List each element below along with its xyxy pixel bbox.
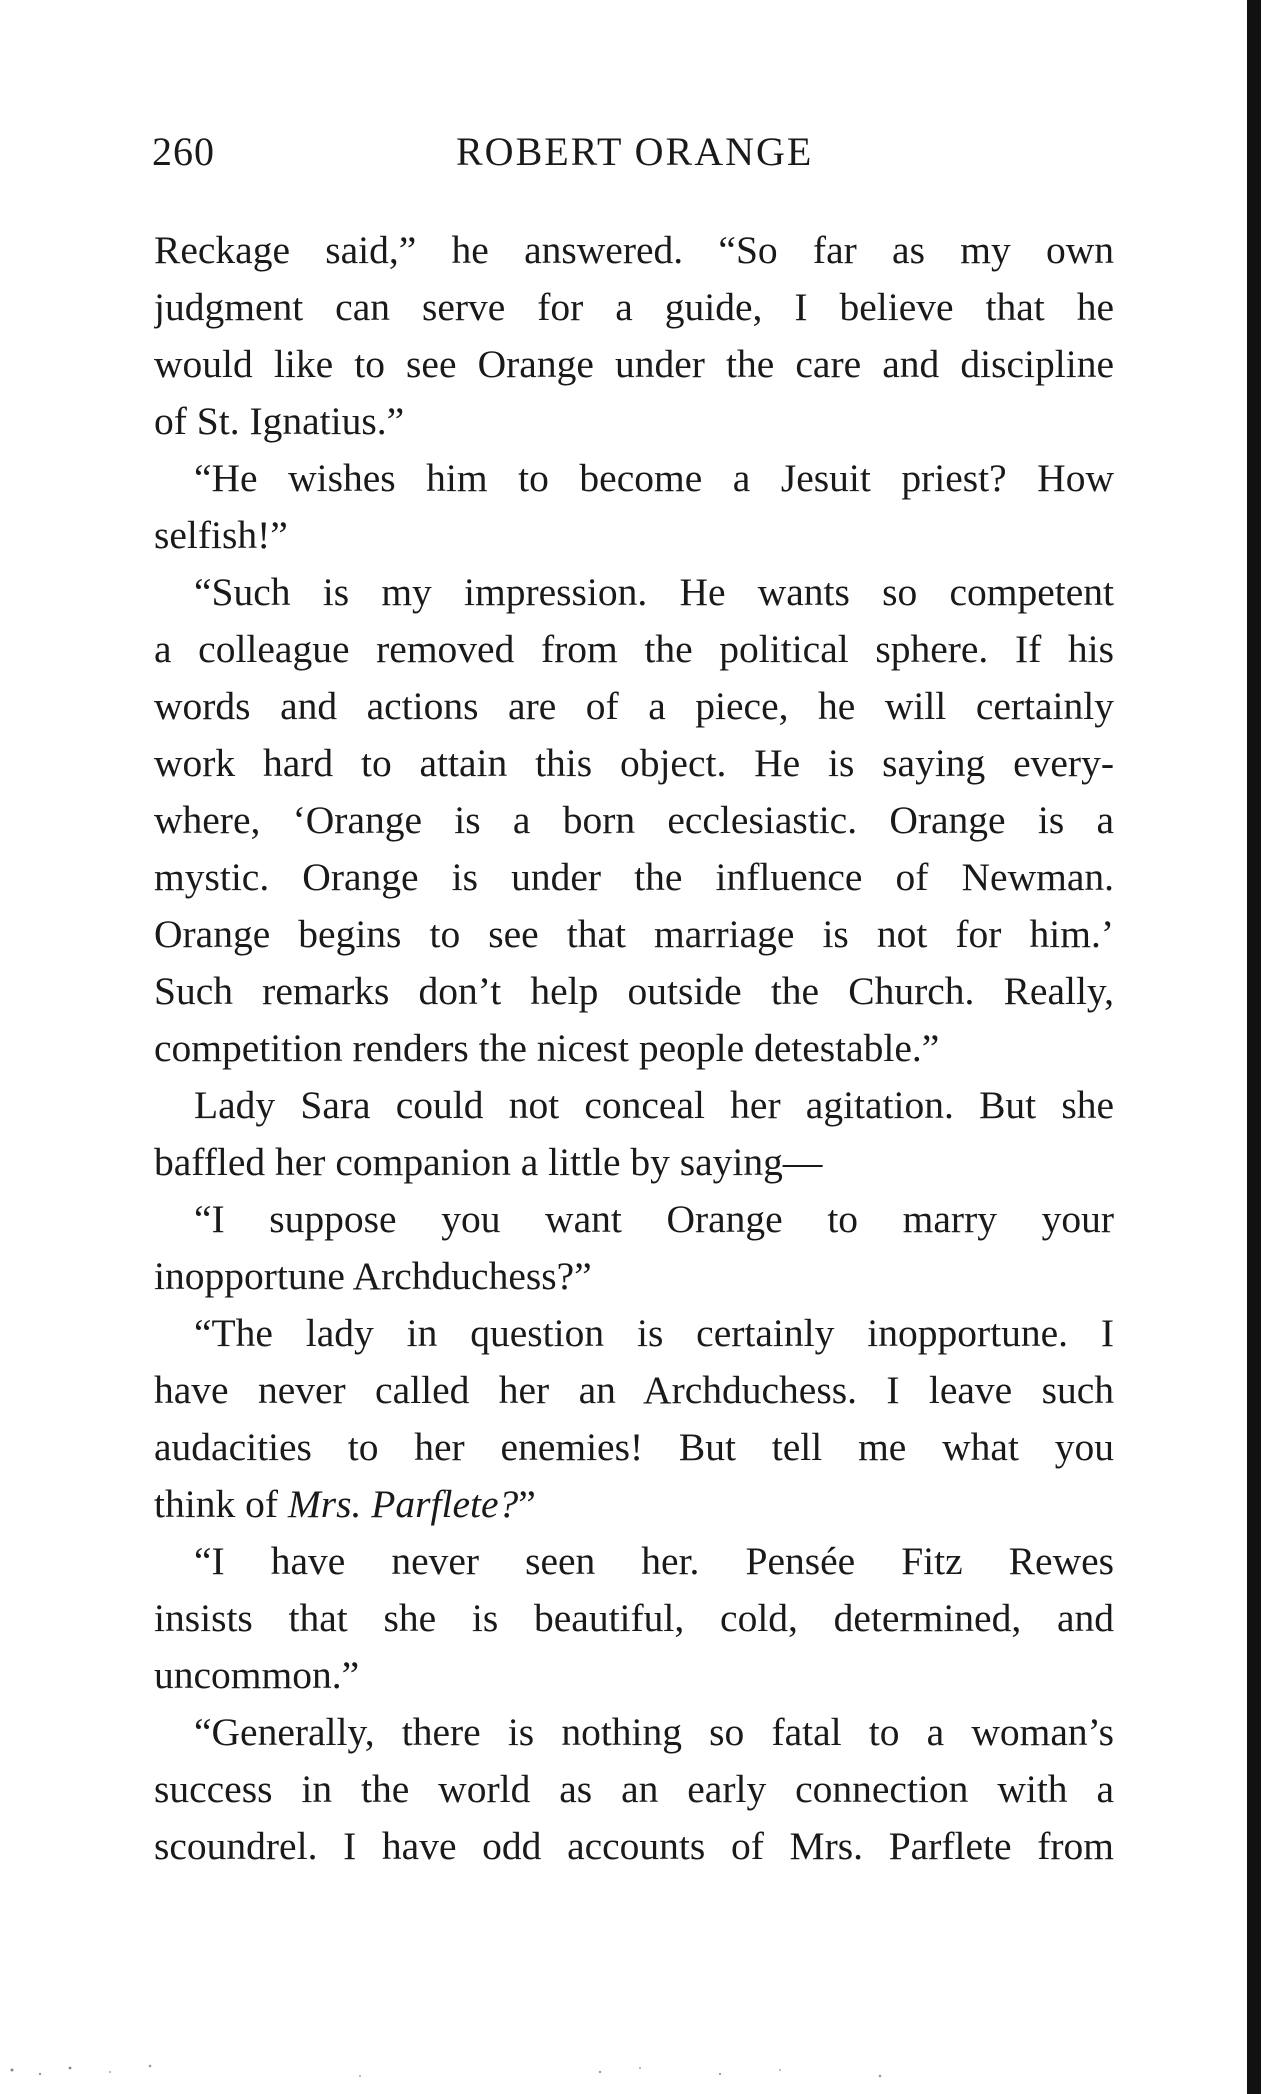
page-number: 260 [152,129,215,174]
text-line: would like to see Orange under the care and discipline [154,342,1114,386]
text-line: “Such is my impression. He wants so competent [194,570,1114,614]
text-line: words and actions are of a piece, he will certainly [154,684,1114,728]
text-line-with-italic [154,1476,1114,1533]
text-line: mystic. Orange is under the influence of Newman. [154,855,1114,899]
text-line: “Generally, there is nothing so fatal to a woman’s [194,1710,1114,1754]
italic-name: Mrs. Parflete? [287,1482,519,1526]
binding-edge [1247,0,1261,2094]
text-line: scoundrel. I have odd accounts of Mrs. Parflete from [154,1824,1114,1868]
text-line: uncommon.” [154,1653,360,1697]
body-text [154,222,1114,1875]
text-line: “I have never seen her. Pensée Fitz Rewes [194,1539,1114,1583]
text-line-suffix: ” [518,1482,536,1526]
text-line: Lady Sara could not conceal her agitation. But she [194,1083,1114,1127]
text-line: insists that she is beautiful, cold, determined, and [154,1596,1114,1640]
text-line: Orange begins to see that marriage is not for him.’ [154,912,1114,956]
text-line: selfish!” [154,513,288,557]
page-header [152,128,1112,188]
text-line: “The lady in question is certainly inopportune. I [194,1311,1114,1355]
text-line: baffled her companion a little by saying— [154,1140,823,1184]
text-line: competition renders the nicest people detestable.” [154,1026,940,1070]
text-line: Such remarks don’t help outside the Church. Really, [154,969,1114,1013]
text-line: where, ‘Orange is a born ecclesiastic. Orange is a [154,798,1114,842]
text-line: Reckage said,” he answered. “So far as my own [154,228,1114,272]
running-title: ROBERT ORANGE [456,129,814,174]
text-line-prefix: think of [154,1482,288,1526]
text-line: a colleague removed from the political sphere. If his [154,627,1114,671]
text-line: work hard to attain this object. He is saying every- [154,741,1114,785]
text-line: audacities to her enemies! But tell me what you [154,1425,1114,1469]
scan-specks [0,2050,1269,2090]
text-line: of St. Ignatius.” [154,399,405,443]
text-line: inopportune Archduchess?” [154,1254,592,1298]
text-line: judgment can serve for a guide, I believe that he [154,285,1114,329]
text-line: have never called her an Archduchess. I leave such [154,1368,1114,1412]
text-line: “He wishes him to become a Jesuit priest? How [194,456,1114,500]
text-line: “I suppose you want Orange to marry your [194,1197,1114,1241]
text-line: success in the world as an early connection with a [154,1767,1114,1811]
